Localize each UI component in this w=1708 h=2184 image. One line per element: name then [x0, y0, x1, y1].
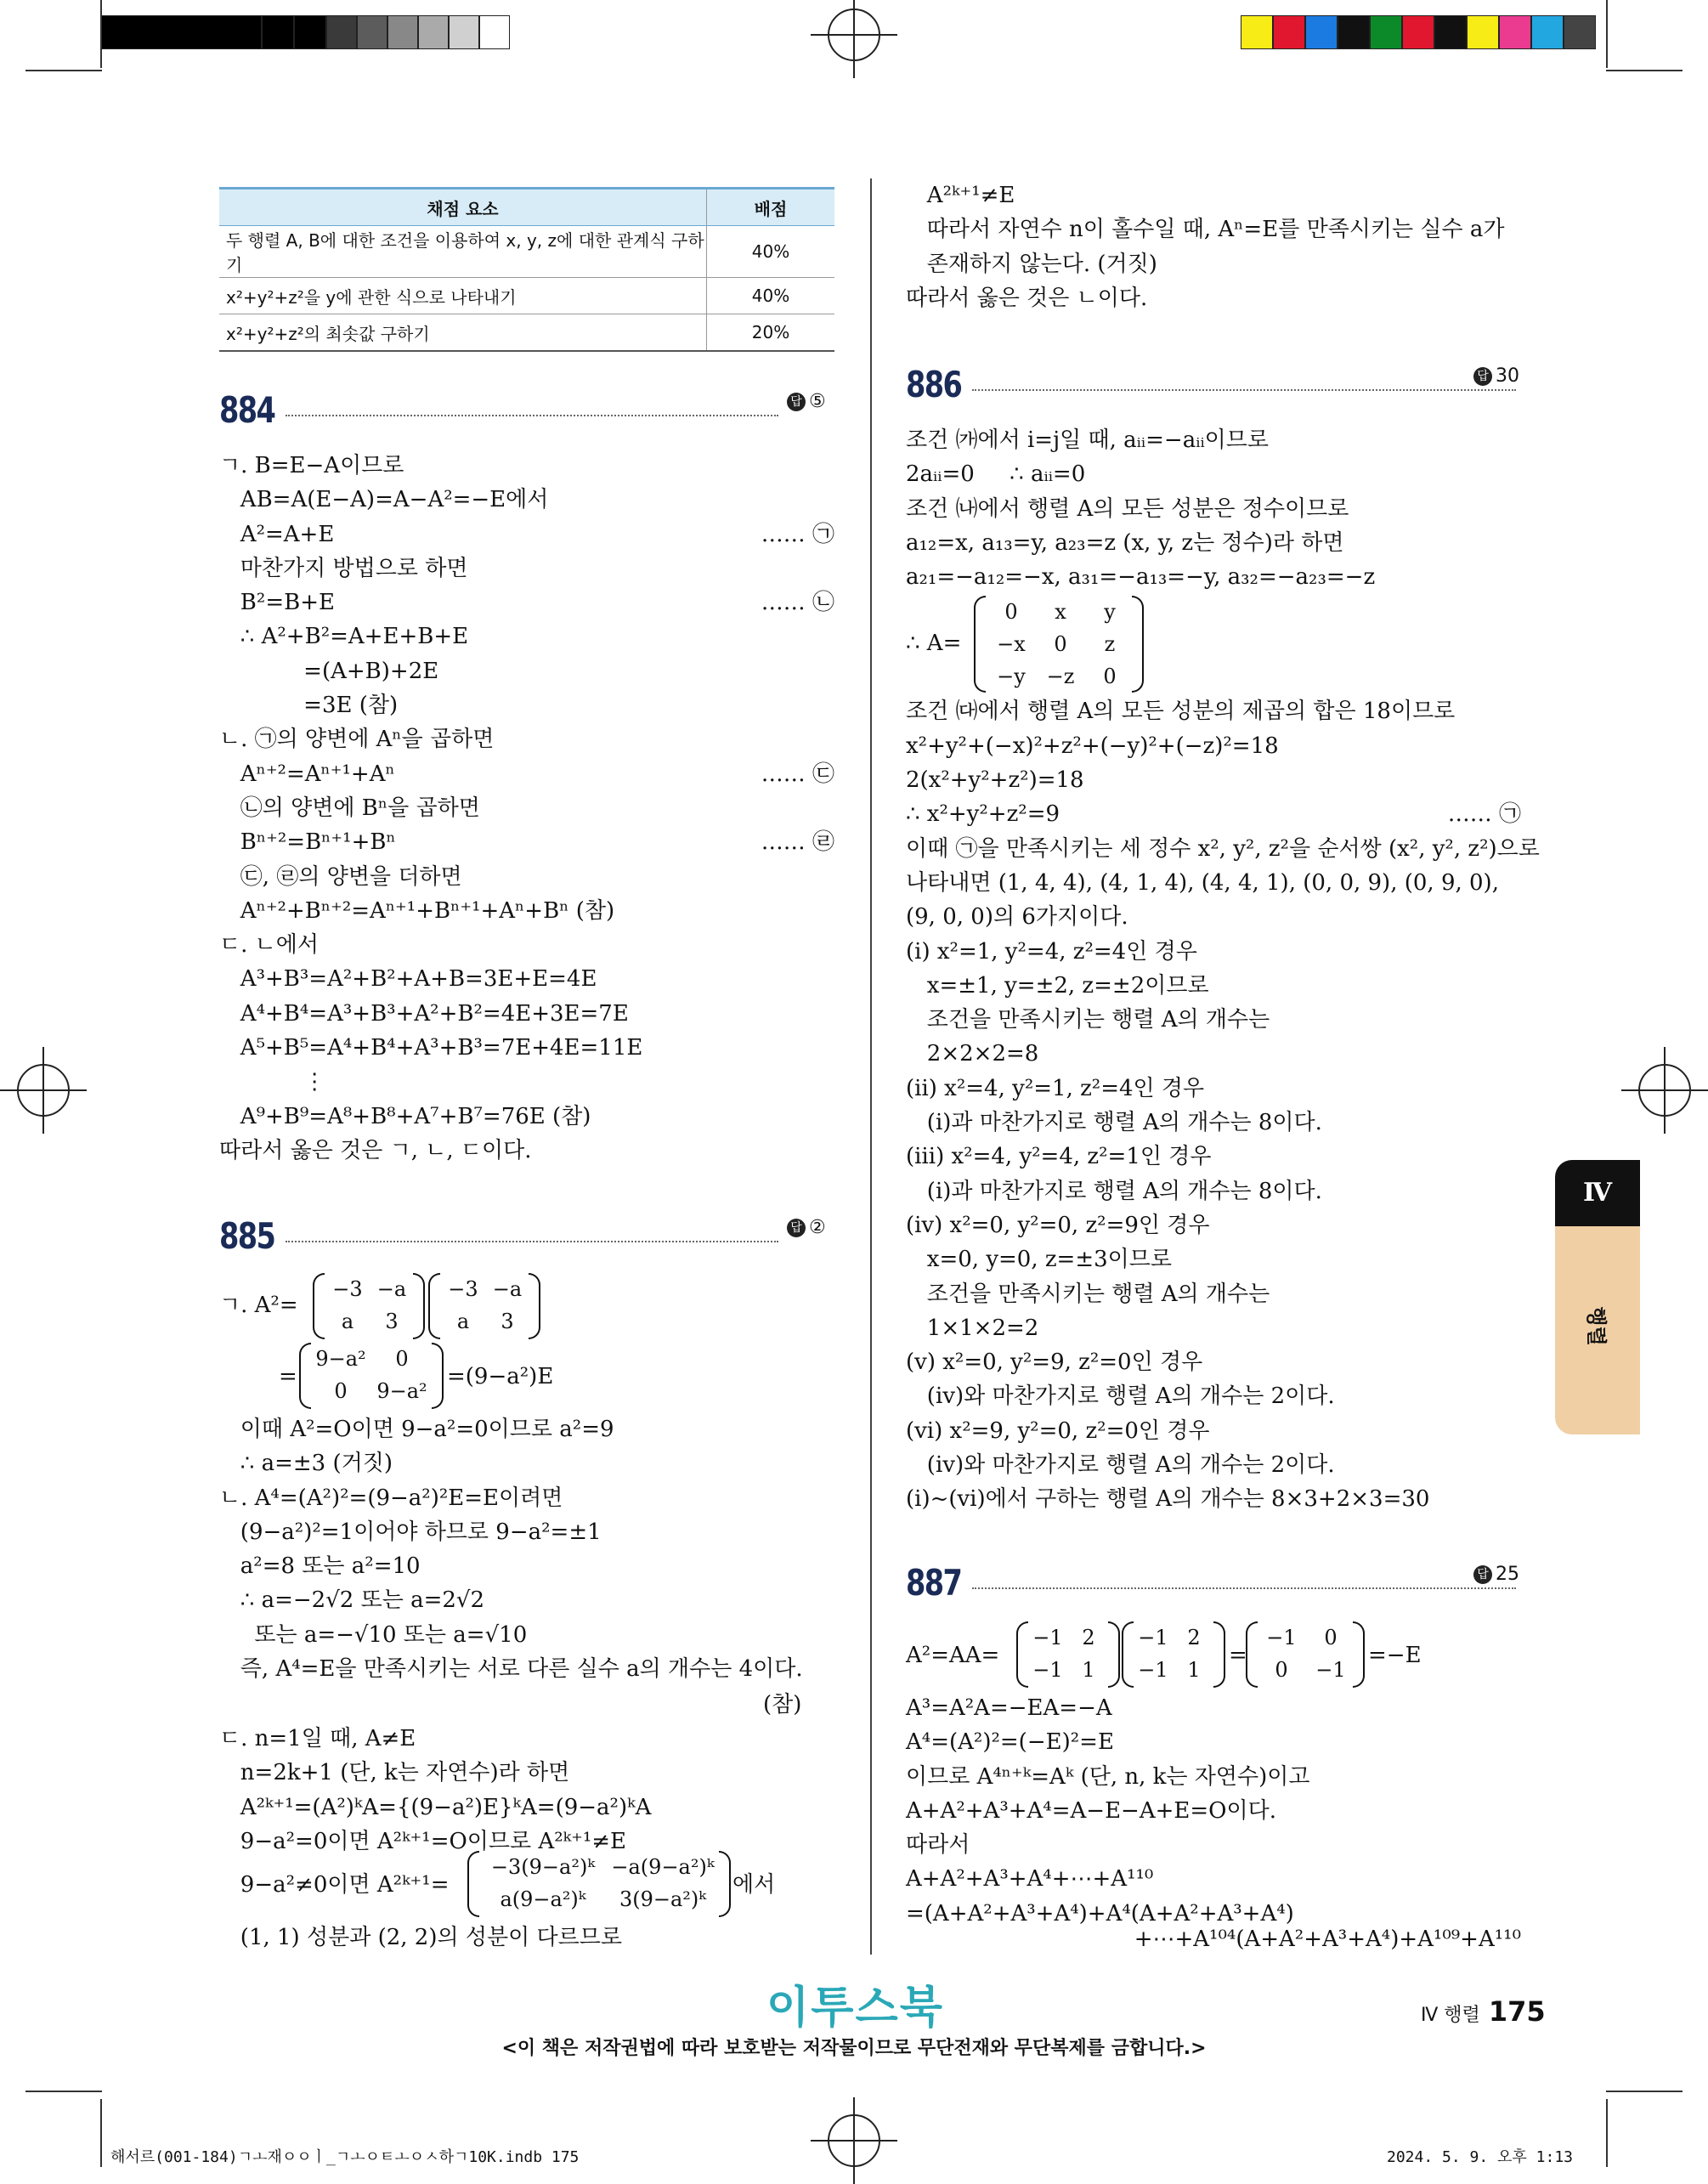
table-cell: x²+y²+z²의 최솟값 구하기: [219, 314, 707, 352]
matrix-cell: −1: [1266, 1626, 1297, 1649]
text-line: ㄱ. B=E−A이므로: [219, 453, 404, 478]
text-line: A⁴+B⁴=A³+B³+A²+B²=4E+3E=7E: [219, 1000, 629, 1027]
solution-885-continued: [906, 178, 1521, 315]
matrix-a: [313, 1273, 425, 1339]
leader-dots: [286, 1241, 778, 1242]
matrix-cell: 2: [1187, 1626, 1201, 1649]
equation-marker: …… ㉣: [761, 829, 834, 856]
matrix-cell: −a(9−a²)ᵏ: [611, 1855, 715, 1879]
text-line: =(A+B)+2E: [219, 658, 439, 684]
text-line: A⁴=(A²)²=(−E)²=E: [906, 1729, 1114, 1756]
table-cell: x²+y²+z²을 y에 관한 식으로 나타내기: [219, 278, 707, 314]
color-swatch: [1499, 15, 1531, 49]
text-line: AB=A(E−A)=A−A²=−E에서: [219, 487, 549, 513]
answer-label: [1473, 1564, 1519, 1585]
gray-swatch: [100, 15, 262, 49]
matrix-cell: 9−a²: [376, 1379, 427, 1403]
page-number: [1421, 1995, 1546, 2028]
matrix-cell: 3: [501, 1310, 514, 1333]
crop-mark: [1606, 0, 1608, 68]
copyright-notice: <이 책은 저작권법에 따라 보호받는 저작물이므로 무단전재와 무단복제를 금합니다.>: [501, 2038, 1207, 2059]
color-swatch: [1434, 15, 1467, 49]
text-line: (ⅰ)과 마찬가지로 행렬 A의 개수는 8이다.: [906, 1178, 1322, 1204]
registration-mark-left: [17, 1064, 70, 1117]
crop-mark: [25, 2091, 102, 2092]
text-line: A+A²+A³+A⁴=A−E−A+E=O이다.: [906, 1797, 1276, 1824]
matrix-cell: 0: [1103, 665, 1117, 689]
gray-swatch: [418, 15, 449, 49]
matrix-cell: 0: [1054, 632, 1067, 657]
equation-marker: …… ㉡: [761, 590, 834, 616]
matrix-cell: z: [1104, 632, 1116, 657]
leader-dots: [286, 415, 778, 416]
matrix-cell: −3: [448, 1277, 478, 1301]
text-line: (ⅳ)와 마찬가지로 행렬 A의 개수는 2이다.: [906, 1383, 1335, 1410]
text-line: a²=8 또는 a²=10: [219, 1553, 421, 1580]
text-line: (9−a²)²=1이어야 하므로 9−a²=±1: [219, 1519, 602, 1545]
text-line: 이때 A²=O이면 9−a²=0이므로 a²=9: [219, 1417, 614, 1442]
chapter-label: 행렬: [1584, 1306, 1609, 1346]
text-line: 따라서 옳은 것은 ㄱ, ㄴ, ㄷ이다.: [219, 1137, 532, 1163]
text-line: ∴ A²+B²=A+E+B+E: [219, 624, 469, 650]
text-line: 또는 a=−√10 또는 a=√10: [219, 1621, 528, 1648]
text-line: a₁₂=x, a₁₃=y, a₂₃=z (x, y, z는 정수)라 하면: [906, 529, 1344, 556]
matrix-cell: −3: [332, 1277, 363, 1301]
text-line: 2(x²+y²+z²)=18: [906, 767, 1084, 794]
text-line: A⁵+B⁵=A⁴+B⁴+A³+B³=7E+4E=11E: [219, 1035, 643, 1061]
column-divider: [870, 178, 872, 1955]
print-slug-left: 해서르(001-184)ㄱㅗ재ㅇㅇㅣ_ㄱㅗㅇㅌㅗㅇㅅ하ㄱ10K.indb 175: [110, 2148, 580, 2166]
line: (1, 1) 성분과 (2, 2)의 성분이 다르므로: [219, 1925, 622, 1950]
problem-header-886: [906, 364, 1521, 406]
line: =(9−a²)E: [447, 1364, 554, 1389]
print-slug-right: 2024. 5. 9. 오후 1:13: [1387, 2148, 1574, 2166]
text-line: ∴ a=±3 (거짓): [219, 1451, 393, 1477]
chapter-name: Ⅳ 행렬: [1421, 2005, 1480, 2026]
matrix-m1: [1016, 1621, 1120, 1688]
page-number-value: 175: [1488, 1995, 1546, 2028]
solution-887: [906, 1618, 1521, 1958]
table-cell: 40%: [707, 226, 835, 278]
matrix-cell: −1: [1138, 1658, 1168, 1682]
matrix-a: [428, 1273, 540, 1339]
gray-swatch: [262, 15, 294, 49]
color-swatch: [1370, 15, 1402, 49]
matrix-cell: 0: [1004, 600, 1018, 625]
text-line: A⁹+B⁹=A⁸+B⁸+A⁷+B⁷=76E (참): [219, 1103, 591, 1129]
text-line: 이때 ㉠을 만족시키는 세 정수 x², y², z²을 순서쌍 (x², y², z²)으로: [906, 835, 1540, 862]
color-swatch: [1338, 15, 1370, 49]
matrix-block: [906, 594, 1521, 694]
table-cell: 두 행렬 A, B에 대한 조건을 이용하여 x, y, z에 대한 관계식 구하기: [219, 226, 707, 278]
crop-mark: [100, 2099, 102, 2167]
matrix-cell: −1: [1032, 1626, 1063, 1649]
text-line: ㉡의 양변에 Bⁿ을 곱하면: [219, 795, 480, 821]
registration-mark-right: [1638, 1064, 1691, 1117]
matrix-cell: −a: [492, 1277, 523, 1301]
matrix-a: [974, 596, 1144, 693]
text-line: Aⁿ⁺²+Bⁿ⁺²=Aⁿ⁺¹+Bⁿ⁺¹+Aⁿ+Bⁿ (참): [219, 897, 615, 924]
crop-mark: [1606, 2091, 1683, 2092]
text-line: B²=B+E …… ㉡: [219, 586, 834, 620]
matrix-cell: −z: [1046, 665, 1075, 689]
color-calibration-bar: [1241, 15, 1596, 49]
text-line: 이므로 A⁴ⁿ⁺ᵏ=Aᵏ (단, n, k는 자연수)이고: [906, 1763, 1310, 1790]
text-line: 나타내면 (1, 4, 4), (4, 1, 4), (4, 4, 1), (0, 0, 9), (0, 9, 0),: [906, 869, 1499, 896]
text-line: =3E (참): [219, 693, 399, 719]
matrix-cell: −x: [997, 632, 1026, 657]
registration-mark-bottom: [828, 2114, 880, 2167]
gray-swatch: [387, 15, 418, 49]
matrix-cell: 9−a²: [315, 1347, 366, 1371]
matrix-cell: −1: [1138, 1626, 1168, 1649]
line: +⋯+A¹⁰⁴(A+A²+A³+A⁴)+A¹⁰⁹+A¹¹⁰: [1134, 1927, 1521, 1952]
table-cell: 40%: [707, 278, 835, 314]
table-cell: 20%: [707, 314, 835, 352]
matrix-cell: 3: [385, 1310, 399, 1333]
crop-mark: [100, 0, 102, 68]
text-line: ㄴ. ㉠의 양변에 Aⁿ을 곱하면: [219, 727, 495, 753]
text-line: ∴ a=−2√2 또는 a=2√2: [219, 1587, 485, 1614]
text-line: 따라서 자연수 n이 홀수일 때, Aⁿ=E를 만족시키는 실수 a가: [906, 217, 1505, 243]
text-line: (ⅰ)과 마찬가지로 행렬 A의 개수는 8이다.: [906, 1110, 1322, 1136]
matrix-cell: −1: [1315, 1658, 1346, 1682]
solution-886-part-a: [906, 423, 1521, 594]
answer-label: [787, 1217, 826, 1238]
table-header-score: 배점: [707, 189, 835, 226]
text-line: 마찬가지 방법으로 하면: [219, 555, 468, 581]
equation-marker: …… ㉠: [1447, 801, 1521, 828]
matrix-cell: x: [1055, 600, 1066, 625]
text-line: 따라서 옳은 것은 ㄴ이다.: [906, 285, 1148, 311]
text-line: x=±1, y=±2, z=±2이므로: [906, 972, 1209, 999]
equation-marker: …… ㉠: [761, 521, 834, 547]
text-line: ㄴ. A⁴=(A²)²=(9−a²)²E=E이려면: [219, 1485, 563, 1511]
text-line: Bⁿ⁺²=Bⁿ⁺¹+Bⁿ …… ㉣: [219, 825, 834, 859]
text-line: ㄷ. n=1일 때, A≠E: [219, 1726, 416, 1751]
matrix-cell: −y: [997, 665, 1026, 689]
text-line: A²ᵏ⁺¹≠E: [906, 183, 1015, 208]
answer-label: [1473, 365, 1519, 387]
problem-header-887: [906, 1562, 1521, 1604]
text-line: ∴ x²+y²+z²=9 …… ㉠: [906, 797, 1521, 831]
text-line: (ⅱ) x²=4, y²=1, z²=4인 경우: [906, 1075, 1205, 1101]
table-row: [219, 278, 834, 314]
color-swatch: [1564, 15, 1596, 49]
crop-mark: [25, 70, 102, 71]
matrix-cell: a: [341, 1310, 354, 1333]
color-swatch: [1241, 15, 1273, 49]
matrix-cell: 0: [1275, 1658, 1288, 1682]
text-line: 조건 ㈏에서 행렬 A의 모든 성분은 정수이므로: [906, 495, 1349, 522]
text-line: =(A+A²+A³+A⁴)+A⁴(A+A²+A³+A⁴): [906, 1900, 1294, 1927]
crop-mark: [1606, 2099, 1608, 2167]
matrix-m3: [1246, 1621, 1365, 1688]
solution-885: [219, 1273, 834, 2021]
color-swatch: [1531, 15, 1564, 49]
line: ∴ A=: [906, 631, 962, 657]
table-header-item: 채점 요소: [219, 189, 707, 226]
line: 에서: [732, 1872, 776, 1898]
text-line: (9, 0, 0)의 6가지이다.: [906, 904, 1128, 931]
text-line: x²+y²+(−x)²+z²+(−y)²+(−z)²=18: [906, 733, 1279, 759]
crop-mark: [1606, 70, 1683, 71]
registration-mark-top: [828, 8, 880, 61]
text-line: A³+B³=A²+B²+A+B=3E+E=4E: [219, 966, 597, 993]
matrix-cell: −1: [1032, 1658, 1063, 1682]
text-line: (ⅴ) x²=0, y²=9, z²=0인 경우: [906, 1349, 1203, 1376]
text-line: 9−a²=0이면 A²ᵏ⁺¹=O이므로 A²ᵏ⁺¹≠E: [219, 1828, 627, 1854]
solution-885-part-a: [219, 1412, 834, 1686]
line: 9−a²≠0이면 A²ᵏ⁺¹=: [219, 1872, 450, 1898]
problem-header-884: [219, 389, 834, 432]
answer-label: [787, 391, 826, 412]
solution-886-part-b: [906, 694, 1540, 1516]
matrix-m2: [1122, 1621, 1225, 1688]
solution-884: [219, 449, 834, 1168]
grayscale-calibration-bar: [100, 15, 510, 49]
solution-887-lines: [906, 1691, 1521, 1931]
text-line: (ⅵ) x²=9, y²=0, z²=0인 경우: [906, 1417, 1210, 1444]
text-line: 조건을 만족시키는 행렬 A의 개수는: [906, 1281, 1270, 1307]
text-line: 존재하지 않는다. (거짓): [906, 251, 1157, 277]
text-line: Aⁿ⁺²=Aⁿ⁺¹+Aⁿ …… ㉢: [219, 757, 834, 791]
leader-dots: [972, 1587, 1516, 1589]
matrix-c: [467, 1851, 731, 1917]
gray-swatch: [479, 15, 510, 49]
text-line: A²=A+E …… ㉠: [219, 518, 834, 552]
gray-swatch: [357, 15, 387, 49]
color-swatch: [1467, 15, 1499, 49]
chapter-tab: Ⅳ: [1555, 1160, 1640, 1226]
text-line: 2aᵢᵢ=0 ∴ aᵢᵢ=0: [906, 461, 1086, 488]
line: A²=AA=: [906, 1643, 1000, 1668]
true-mark: (참): [763, 1692, 802, 1717]
matrix-cell: −3(9−a²)ᵏ: [490, 1855, 596, 1879]
scoring-table: [219, 187, 834, 352]
answer-value: 30: [1496, 365, 1519, 387]
answer-value: ②: [809, 1217, 826, 1238]
matrix-cell: 3(9−a²)ᵏ: [619, 1887, 707, 1911]
matrix-cell: 1: [1187, 1658, 1201, 1682]
text-line: x=0, y=0, z=±3이므로: [906, 1247, 1173, 1273]
solution-886: [906, 423, 1540, 1517]
line: =−E: [1368, 1643, 1422, 1668]
publisher-logo: 이투스북: [766, 1983, 944, 2034]
text-line: (ⅰ) x²=1, y²=4, z²=4인 경우: [906, 938, 1197, 965]
matrix-cell: a: [456, 1310, 470, 1333]
gray-swatch: [326, 15, 357, 49]
matrix-cell: 0: [1324, 1626, 1338, 1649]
text-line: n=2k+1 (단, k는 자연수)라 하면: [219, 1760, 570, 1786]
text-line: ㄷ. ㄴ에서: [219, 932, 319, 959]
text-line: 2×2×2=8: [906, 1041, 1039, 1067]
text-line: 1×1×2=2: [906, 1315, 1039, 1341]
color-swatch: [1402, 15, 1434, 49]
matrix-b: [299, 1343, 444, 1409]
text-line: (ⅳ) x²=0, y²=0, z²=9인 경우: [906, 1212, 1210, 1238]
text-line: 조건 ㈎에서 i=j일 때, aᵢᵢ=−aᵢᵢ이므로: [906, 427, 1270, 453]
chapter-tab-label: [1555, 1226, 1640, 1434]
matrix-cell: 2: [1082, 1626, 1095, 1649]
answer-badge-icon: 답: [787, 1219, 806, 1237]
text-line: (ⅰ)~(ⅵ)에서 구하는 행렬 A의 개수는 8×3+2×3=30: [906, 1486, 1430, 1513]
solution-885-part-b: [219, 1722, 834, 1859]
text-line: 따라서: [906, 1832, 970, 1859]
problem-number: 886: [906, 364, 962, 405]
color-swatch: [1305, 15, 1338, 49]
matrix-cell: 0: [334, 1379, 348, 1403]
color-swatch: [1273, 15, 1305, 49]
matrix-cell: y: [1104, 600, 1116, 625]
table-row: [219, 226, 834, 278]
text-line: (ⅲ) x²=4, y²=4, z²=1인 경우: [906, 1144, 1212, 1170]
text-line: A³=A²A=−EA=−A: [906, 1695, 1112, 1721]
matrix-cell: 1: [1082, 1658, 1095, 1682]
matrix-cell: 0: [395, 1347, 409, 1371]
answer-badge-icon: 답: [1473, 1565, 1492, 1584]
answer-value: 25: [1496, 1564, 1519, 1585]
answer-badge-icon: 답: [787, 393, 806, 411]
answer-value: ⑤: [809, 391, 826, 412]
gray-swatch: [294, 15, 326, 49]
text-line: 조건 ㈐에서 행렬 A의 모든 성분의 제곱의 합은 18이므로: [906, 699, 1456, 725]
equation-marker: …… ㉢: [761, 761, 834, 787]
problem-number: 887: [906, 1562, 962, 1604]
text-line: (ⅳ)와 마찬가지로 행렬 A의 개수는 2이다.: [906, 1452, 1335, 1479]
text-line: ⋮: [219, 1069, 326, 1095]
gray-swatch: [449, 15, 479, 49]
answer-badge-icon: 답: [1473, 367, 1492, 386]
line: ㄱ. A²=: [219, 1293, 298, 1318]
text-line: a₂₁=−a₁₂=−x, a₃₁=−a₁₃=−y, a₃₂=−a₂₃=−z: [906, 564, 1376, 591]
leader-dots: [972, 389, 1516, 391]
equals-sign: =: [1229, 1643, 1247, 1668]
text-line: 조건을 만족시키는 행렬 A의 개수는: [906, 1007, 1270, 1033]
equals-sign: =: [279, 1364, 297, 1389]
text-line: 즉, A⁴=E을 만족시키는 서로 다른 실수 a의 개수는 4이다.: [219, 1656, 803, 1683]
table-row: [219, 314, 834, 352]
text-line: ㉢, ㉣의 양변을 더하면: [219, 863, 462, 890]
matrix-cell: a(9−a²)ᵏ: [500, 1887, 586, 1911]
text-line: A²ᵏ⁺¹=(A²)ᵏA={(9−a²)E}ᵏA=(9−a²)ᵏA: [219, 1794, 652, 1820]
matrix-cell: −a: [376, 1277, 407, 1301]
text-line: A+A²+A³+A⁴+⋯+A¹¹⁰: [906, 1866, 1154, 1893]
problem-header-885: [219, 1215, 834, 1258]
problem-number: 885: [219, 1215, 275, 1257]
problem-number: 884: [219, 389, 275, 431]
